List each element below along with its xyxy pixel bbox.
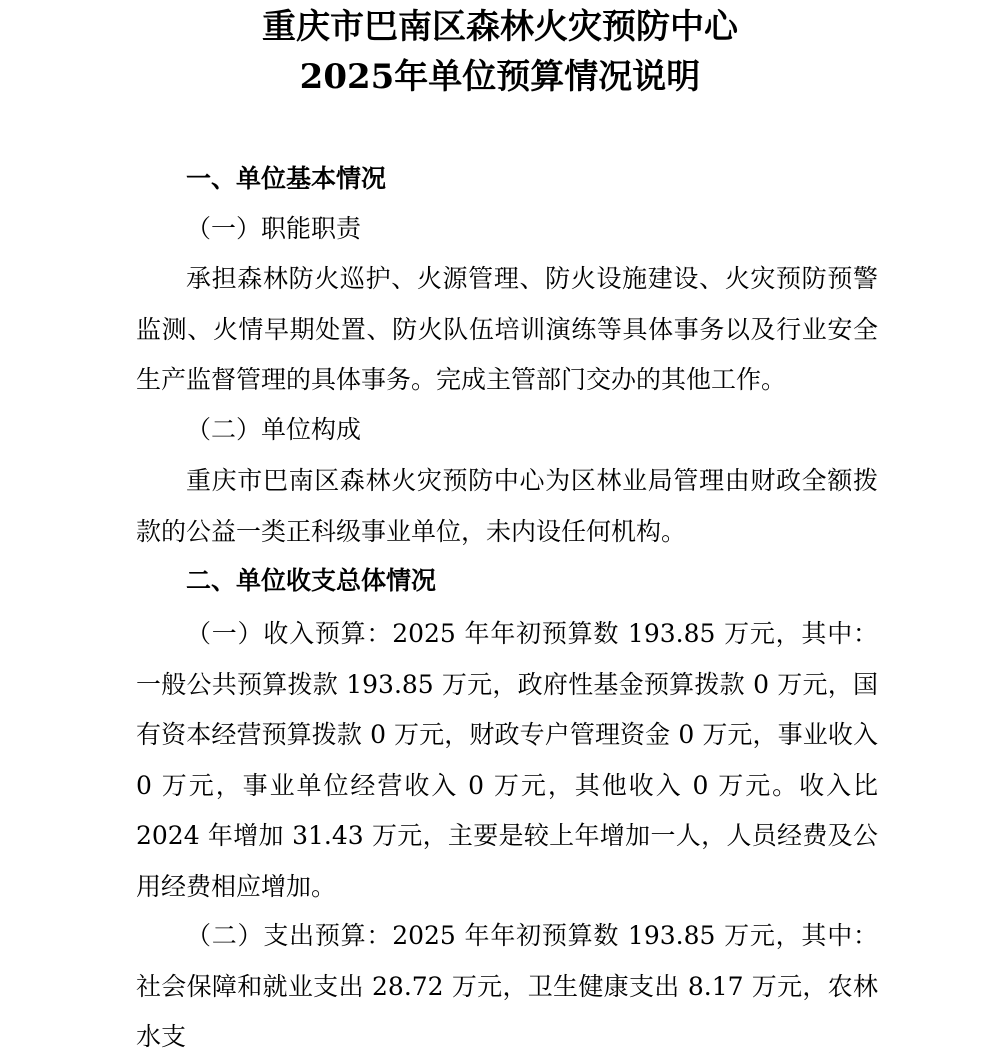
expense-label: （二）支出预算： <box>186 921 393 950</box>
income-label: （一）收入预算： <box>186 619 393 648</box>
section1-sub1-paragraph: 承担森林防火巡护、火源管理、防火设施建设、火灾预防预警监测、火情早期处置、防火队伍培训演练等具体事务以及行业安全生产监督管理的具体事务。完成主管部门交办的其他工作。 <box>136 264 878 394</box>
income-text: 2025 年年初预算数 193.85 万元，其中：一般公共预算拨款 193.85 万元，政府性基金预算拨款 0 万元，国有资本经营预算拨款 0 万元，财政专户管理资金 0 万元，事业收入 0 万元，事业单位经营收入 0 万元，其他收入 0 万元。收入比 2024 年增加 31.43 万元，主要是较上年增加一人，人员经费及公用经费相应增加。 <box>136 619 878 901</box>
document-title-line2: 2025年单位预算情况说明 <box>299 57 701 97</box>
section1-heading: 一、单位基本情况 <box>186 164 387 193</box>
section1-sub2-heading: （二）单位构成 <box>186 415 362 444</box>
expense-text: 2025 年年初预算数 193.85 万元，其中：社会保障和就业支出 28.72 万元，卫生健康支出 8.17 万元，农林水支 <box>136 921 878 1051</box>
section2-heading: 二、单位收支总体情况 <box>186 566 437 595</box>
document-title-line1: 重庆市巴南区森林火灾预防中心 <box>262 7 738 47</box>
section2-income-paragraph <box>136 609 878 912</box>
section2-expense-paragraph <box>136 911 878 1063</box>
section1-sub1-heading: （一）职能职责 <box>186 214 362 243</box>
section1-sub2-paragraph: 重庆市巴南区森林火灾预防中心为区林业局管理由财政全额拨款的公益一类正科级事业单位，未内设任何机构。 <box>136 466 878 546</box>
